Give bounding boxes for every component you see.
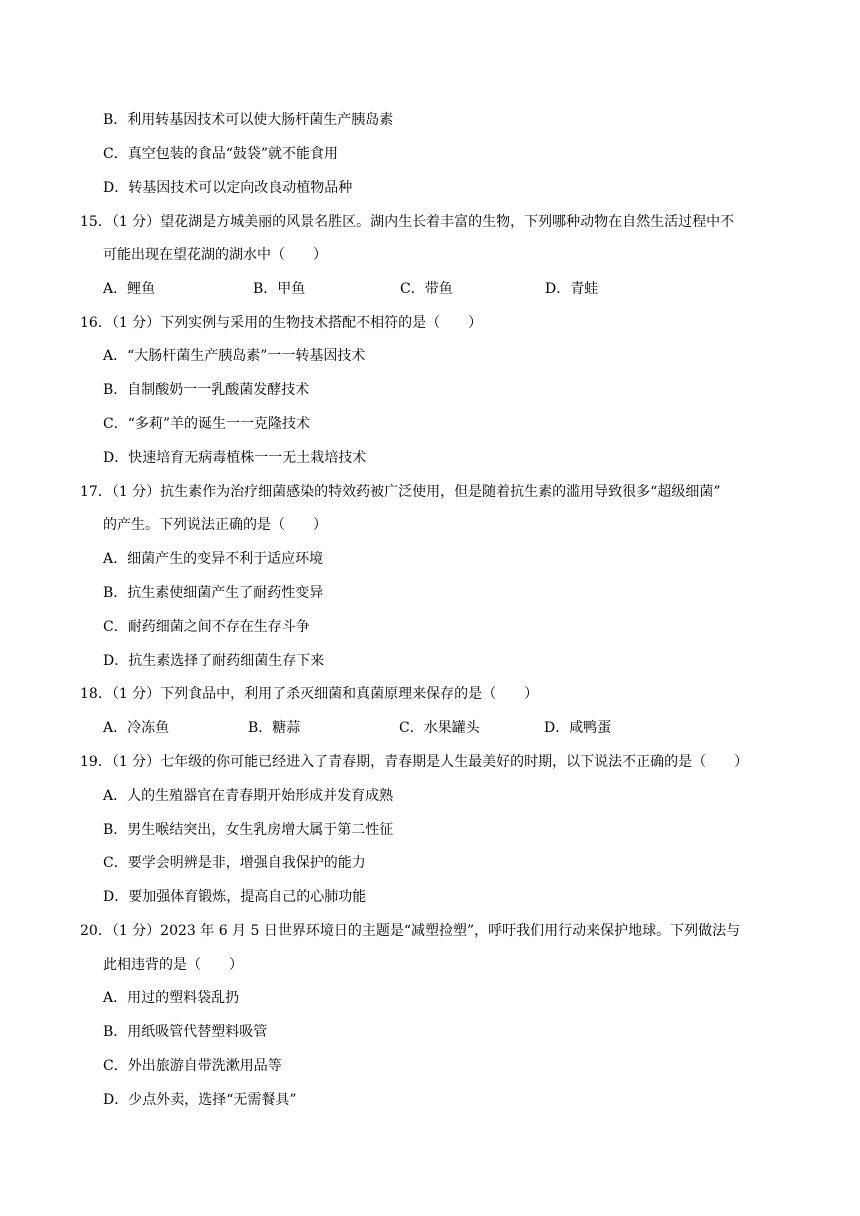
q18-option-d: D．咸鸭蛋: [544, 720, 612, 736]
q20-option-c: C．外出旅游自带洗漱用品等: [103, 1058, 282, 1074]
q19-option-d: D．要加强体育锻炼，提高自己的心肺功能: [103, 889, 367, 905]
q20-option-d: D．少点外卖，选择“无需餐具”: [103, 1092, 297, 1108]
q15-option-c: C．带鱼: [400, 281, 453, 297]
q17-option-b: B．抗生素使细菌产生了耐药性变异: [103, 585, 324, 601]
q19-option-b: B．男生喉结突出，女生乳房增大属于第二性征: [103, 822, 394, 838]
q16-stem: 16．（1 分）下列实例与采用的生物技术搭配不相符的是（ ）: [80, 315, 483, 331]
q14-option-c: C．真空包装的食品“鼓袋”就不能食用: [103, 146, 339, 162]
q16-option-a: A．“大肠杆菌生产胰岛素”一一转基因技术: [103, 348, 366, 364]
q17-option-d: D．抗生素选择了耐药细菌生存下来: [103, 653, 325, 669]
q18-option-a: A．冷冻鱼: [103, 720, 170, 736]
q15-option-b: B．甲鱼: [253, 281, 306, 297]
q15-stem-line1: 15．（1 分）望花湖是方城美丽的风景名胜区。湖内生长着丰富的生物，下列哪种动物在自然生活过程中不: [80, 214, 735, 230]
q19-option-a: A．人的生殖器官在青春期开始形成并发育成熟: [103, 788, 394, 804]
q17-option-c: C．耐药细菌之间不存在生存斗争: [103, 619, 310, 635]
q20-option-b: B．用纸吸管代替塑料吸管: [103, 1024, 268, 1040]
q20-stem-line2: 此相违背的是（ ）: [103, 957, 243, 973]
q16-option-b: B．自制酸奶一一乳酸菌发酵技术: [103, 382, 310, 398]
q18-stem: 18．（1 分）下列食品中，利用了杀灭细菌和真菌原理来保存的是（ ）: [80, 686, 539, 702]
q14-option-b: B．利用转基因技术可以使大肠杆菌生产胰岛素: [103, 112, 394, 128]
q15-option-d: D．青蛙: [545, 281, 599, 297]
q17-option-a: A．细菌产生的变异不利于适应环境: [103, 551, 324, 567]
q15-option-a: A．鲤鱼: [103, 281, 156, 297]
q14-option-d: D．转基因技术可以定向改良动植物品种: [103, 180, 353, 196]
q16-option-c: C．“多莉”羊的诞生一一克隆技术: [103, 416, 311, 432]
q16-option-d: D．快速培育无病毒植株一一无土栽培技术: [103, 450, 367, 466]
q15-stem-line2: 可能出现在望花湖的湖水中（ ）: [103, 247, 327, 263]
q20-option-a: A．用过的塑料袋乱扔: [103, 990, 240, 1006]
q19-option-c: C．要学会明辨是非，增强自我保护的能力: [103, 855, 366, 871]
q17-stem-line2: 的产生。下列说法正确的是（ ）: [103, 517, 327, 533]
q17-stem-line1: 17．（1 分）抗生素作为治疗细菌感染的特效药被广泛使用，但是随着抗生素的滥用导致很多“超级细菌”: [80, 484, 721, 500]
q20-stem-line1: 20．（1 分）2023 年 6 月 5 日世界环境日的主题是“减塑捡塑”，呼吁我们用行动来保护地球。下列做法与: [80, 923, 741, 939]
q18-option-b: B．糖蒜: [248, 720, 301, 736]
q18-option-c: C．水果罐头: [399, 720, 480, 736]
q19-stem: 19．（1 分）七年级的你可能已经进入了青春期，青春期是人生最美好的时期，以下说法不正确的是（ ）: [80, 754, 749, 770]
